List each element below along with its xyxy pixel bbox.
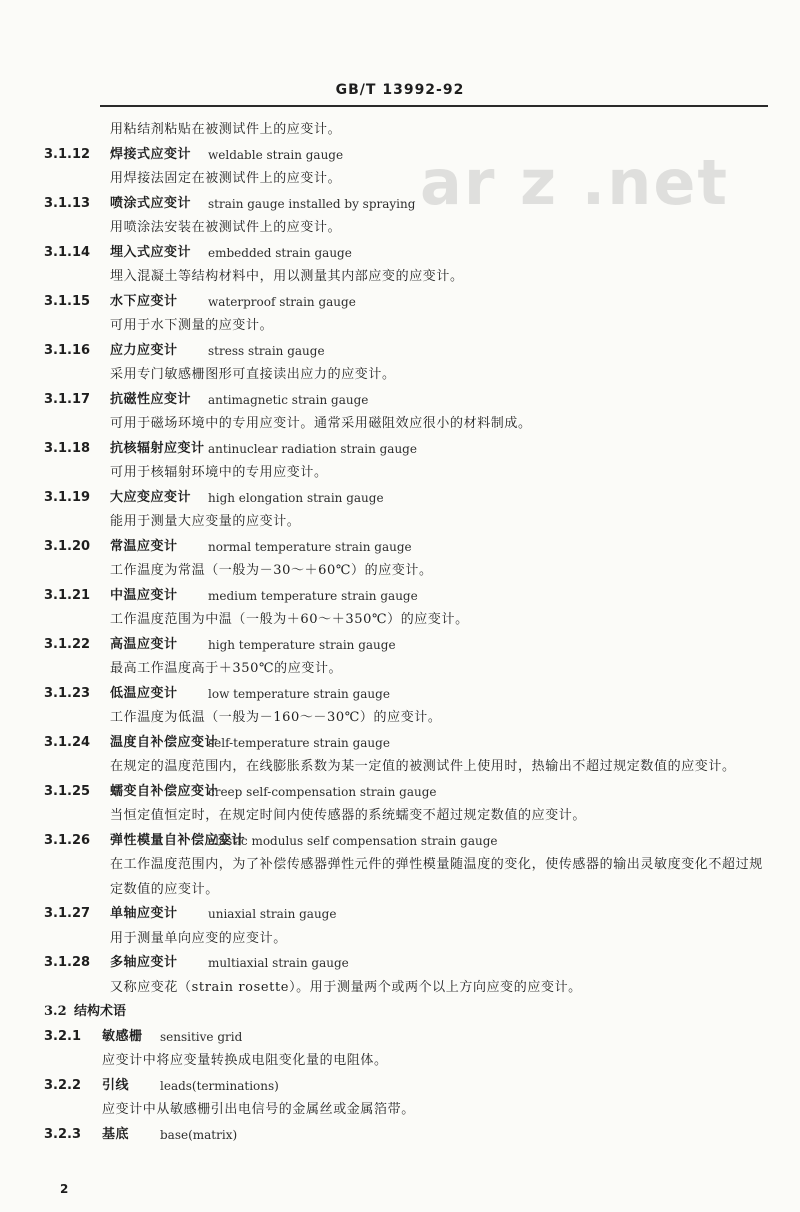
section-number: 3.2 — [44, 1004, 67, 1019]
standard-header: GB/T 13992-92 — [335, 82, 465, 98]
watermark: ar z .net — [420, 146, 730, 219]
term-entry — [0, 584, 800, 633]
term-definition: 又称应变花（strain rosette）。用于测量两个或两个以上方向应变的应变计。 — [110, 979, 582, 995]
term-english: leads(terminations) — [160, 1078, 279, 1093]
term-number: 3.1.18 — [44, 440, 91, 456]
term-english: stress strain gauge — [208, 343, 325, 358]
term-chinese: 弹性模量自补偿应变计 — [110, 832, 246, 848]
term-number: 3.1.28 — [44, 955, 91, 970]
term-entry — [0, 951, 800, 1000]
term-number: 3.1.16 — [44, 342, 91, 358]
continuation-line — [0, 118, 800, 143]
term-chinese: 焊接式应变计 — [110, 146, 192, 162]
term-number: 3.1.20 — [44, 538, 91, 554]
term-definition: 可用于核辐射环境中的专用应变计。 — [110, 465, 328, 480]
term-number: 3.1.21 — [44, 587, 91, 603]
term-number: 3.1.13 — [44, 195, 91, 211]
term-chinese: 常温应变计 — [110, 538, 178, 554]
term-chinese: 温度自补偿应变计 — [110, 734, 219, 750]
term-english: high temperature strain gauge — [208, 637, 396, 652]
term-chinese: 埋入式应变计 — [110, 244, 192, 260]
term-number: 3.2.1 — [44, 1028, 82, 1044]
term-definition: 最高工作温度高于＋350℃的应变计。 — [110, 661, 343, 676]
header-rule — [100, 105, 768, 107]
term-chinese: 高温应变计 — [110, 636, 178, 652]
struct-term-entry — [0, 1123, 800, 1148]
page-number: 2 — [60, 1182, 69, 1196]
terms-content — [0, 118, 800, 1147]
struct-term-entry — [0, 1025, 800, 1074]
term-entry — [0, 902, 800, 951]
term-chinese: 低温应变计 — [110, 685, 178, 701]
term-definition: 应变计中将应变量转换成电阻变化量的电阻体。 — [102, 1053, 388, 1068]
term-definition: 工作温度为低温（一般为－160～－30℃）的应变计。 — [110, 710, 442, 725]
term-chinese: 喷涂式应变计 — [110, 195, 192, 211]
term-chinese: 中温应变计 — [110, 587, 178, 603]
term-entry — [0, 486, 800, 535]
term-chinese: 蠕变自补偿应变计 — [110, 783, 219, 799]
term-number: 3.1.26 — [44, 832, 91, 848]
term-english: strain gauge installed by spraying — [208, 196, 416, 211]
term-definition: 当恒定值恒定时，在规定时间内使传感器的系统蠕变不超过规定数值的应变计。 — [110, 808, 587, 823]
term-number: 3.1.24 — [44, 734, 91, 750]
term-definition: 工作温度为常温（一般为－30～＋60℃）的应变计。 — [110, 563, 433, 578]
term-entry — [0, 829, 800, 903]
term-english: creep self-compensation strain gauge — [208, 784, 437, 799]
term-entry — [0, 192, 800, 241]
term-english: base(matrix) — [160, 1127, 238, 1142]
term-english: waterproof strain gauge — [208, 294, 356, 309]
term-definition: 埋入混凝土等结构材料中，用以测量其内部应变的应变计。 — [110, 269, 464, 284]
term-entry — [0, 780, 800, 829]
term-definition: 采用专门敏感栅图形可直接读出应力的应变计。 — [110, 367, 396, 382]
term-entry — [0, 290, 800, 339]
term-entry — [0, 143, 800, 192]
term-entry — [0, 633, 800, 682]
term-english: normal temperature strain gauge — [208, 539, 412, 554]
term-english: elastic modulus self compensation strain gauge — [208, 833, 498, 848]
term-entry — [0, 437, 800, 486]
term-number: 3.1.12 — [44, 146, 91, 162]
term-english: uniaxial strain gauge — [208, 907, 337, 921]
term-english: antinuclear radiation strain gauge — [208, 441, 417, 456]
term-entry — [0, 731, 800, 780]
term-entry — [0, 682, 800, 731]
term-english: multiaxial strain gauge — [208, 956, 349, 970]
term-definition: 可用于磁场环境中的专用应变计。通常采用磁阻效应很小的材料制成。 — [110, 416, 532, 431]
term-number: 3.1.19 — [44, 489, 91, 505]
section-heading — [0, 1000, 800, 1025]
term-number: 3.1.27 — [44, 906, 91, 921]
term-english: weldable strain gauge — [208, 147, 344, 162]
term-chinese: 单轴应变计 — [110, 906, 178, 921]
term-chinese: 基底 — [102, 1126, 130, 1142]
term-number: 3.1.22 — [44, 636, 91, 652]
term-definition: 可用于水下测量的应变计。 — [110, 318, 274, 333]
term-english: medium temperature strain gauge — [208, 588, 418, 603]
term-number: 3.1.17 — [44, 391, 91, 407]
term-number: 3.2.2 — [44, 1077, 82, 1093]
definition: 用粘结剂粘贴在被测试件上的应变计。 — [110, 122, 342, 137]
term-english: self-temperature strain gauge — [208, 735, 390, 750]
term-chinese: 抗磁性应变计 — [110, 391, 192, 407]
term-english: low temperature strain gauge — [208, 686, 390, 701]
term-chinese: 敏感栅 — [102, 1028, 143, 1044]
term-entry — [0, 535, 800, 584]
section-title: 结构术语 — [74, 1004, 127, 1019]
term-definition: 用焊接法固定在被测试件上的应变计。 — [110, 171, 342, 186]
term-entry — [0, 388, 800, 437]
term-number: 3.1.14 — [44, 244, 91, 260]
term-entry — [0, 339, 800, 388]
term-definition: 能用于测量大应变量的应变计。 — [110, 514, 301, 529]
term-chinese: 多轴应变计 — [110, 955, 178, 970]
term-number: 3.1.15 — [44, 293, 91, 309]
term-definition: 在工作温度范围内，为了补偿传感器弹性元件的弹性模量随温度的变化，使传感器的输出灵敏度变化不超过规定数值的应变计。 — [110, 857, 763, 897]
term-chinese: 引线 — [102, 1077, 130, 1093]
term-english: sensitive grid — [160, 1029, 243, 1044]
term-chinese: 应力应变计 — [110, 342, 178, 358]
struct-term-entry — [0, 1074, 800, 1123]
term-english: antimagnetic strain gauge — [208, 392, 369, 407]
term-chinese: 大应变应变计 — [110, 489, 192, 505]
term-english: embedded strain gauge — [208, 245, 352, 260]
term-number: 3.1.25 — [44, 783, 91, 799]
term-chinese: 水下应变计 — [110, 293, 178, 309]
term-chinese: 抗核辐射应变计 — [110, 440, 205, 456]
term-number: 3.2.3 — [44, 1126, 82, 1142]
term-english: high elongation strain gauge — [208, 490, 384, 505]
term-definition: 在规定的温度范围内，在线膨胀系数为某一定值的被测试件上使用时，热输出不超过规定数值的应变计。 — [110, 759, 736, 774]
term-number: 3.1.23 — [44, 685, 91, 701]
term-definition: 应变计中从敏感栅引出电信号的金属丝或金属箔带。 — [102, 1102, 415, 1117]
term-entry — [0, 241, 800, 290]
term-definition: 工作温度范围为中温（一般为＋60～＋350℃）的应变计。 — [110, 612, 469, 627]
term-definition: 用喷涂法安装在被测试件上的应变计。 — [110, 220, 342, 235]
term-definition: 用于测量单向应变的应变计。 — [110, 930, 287, 946]
